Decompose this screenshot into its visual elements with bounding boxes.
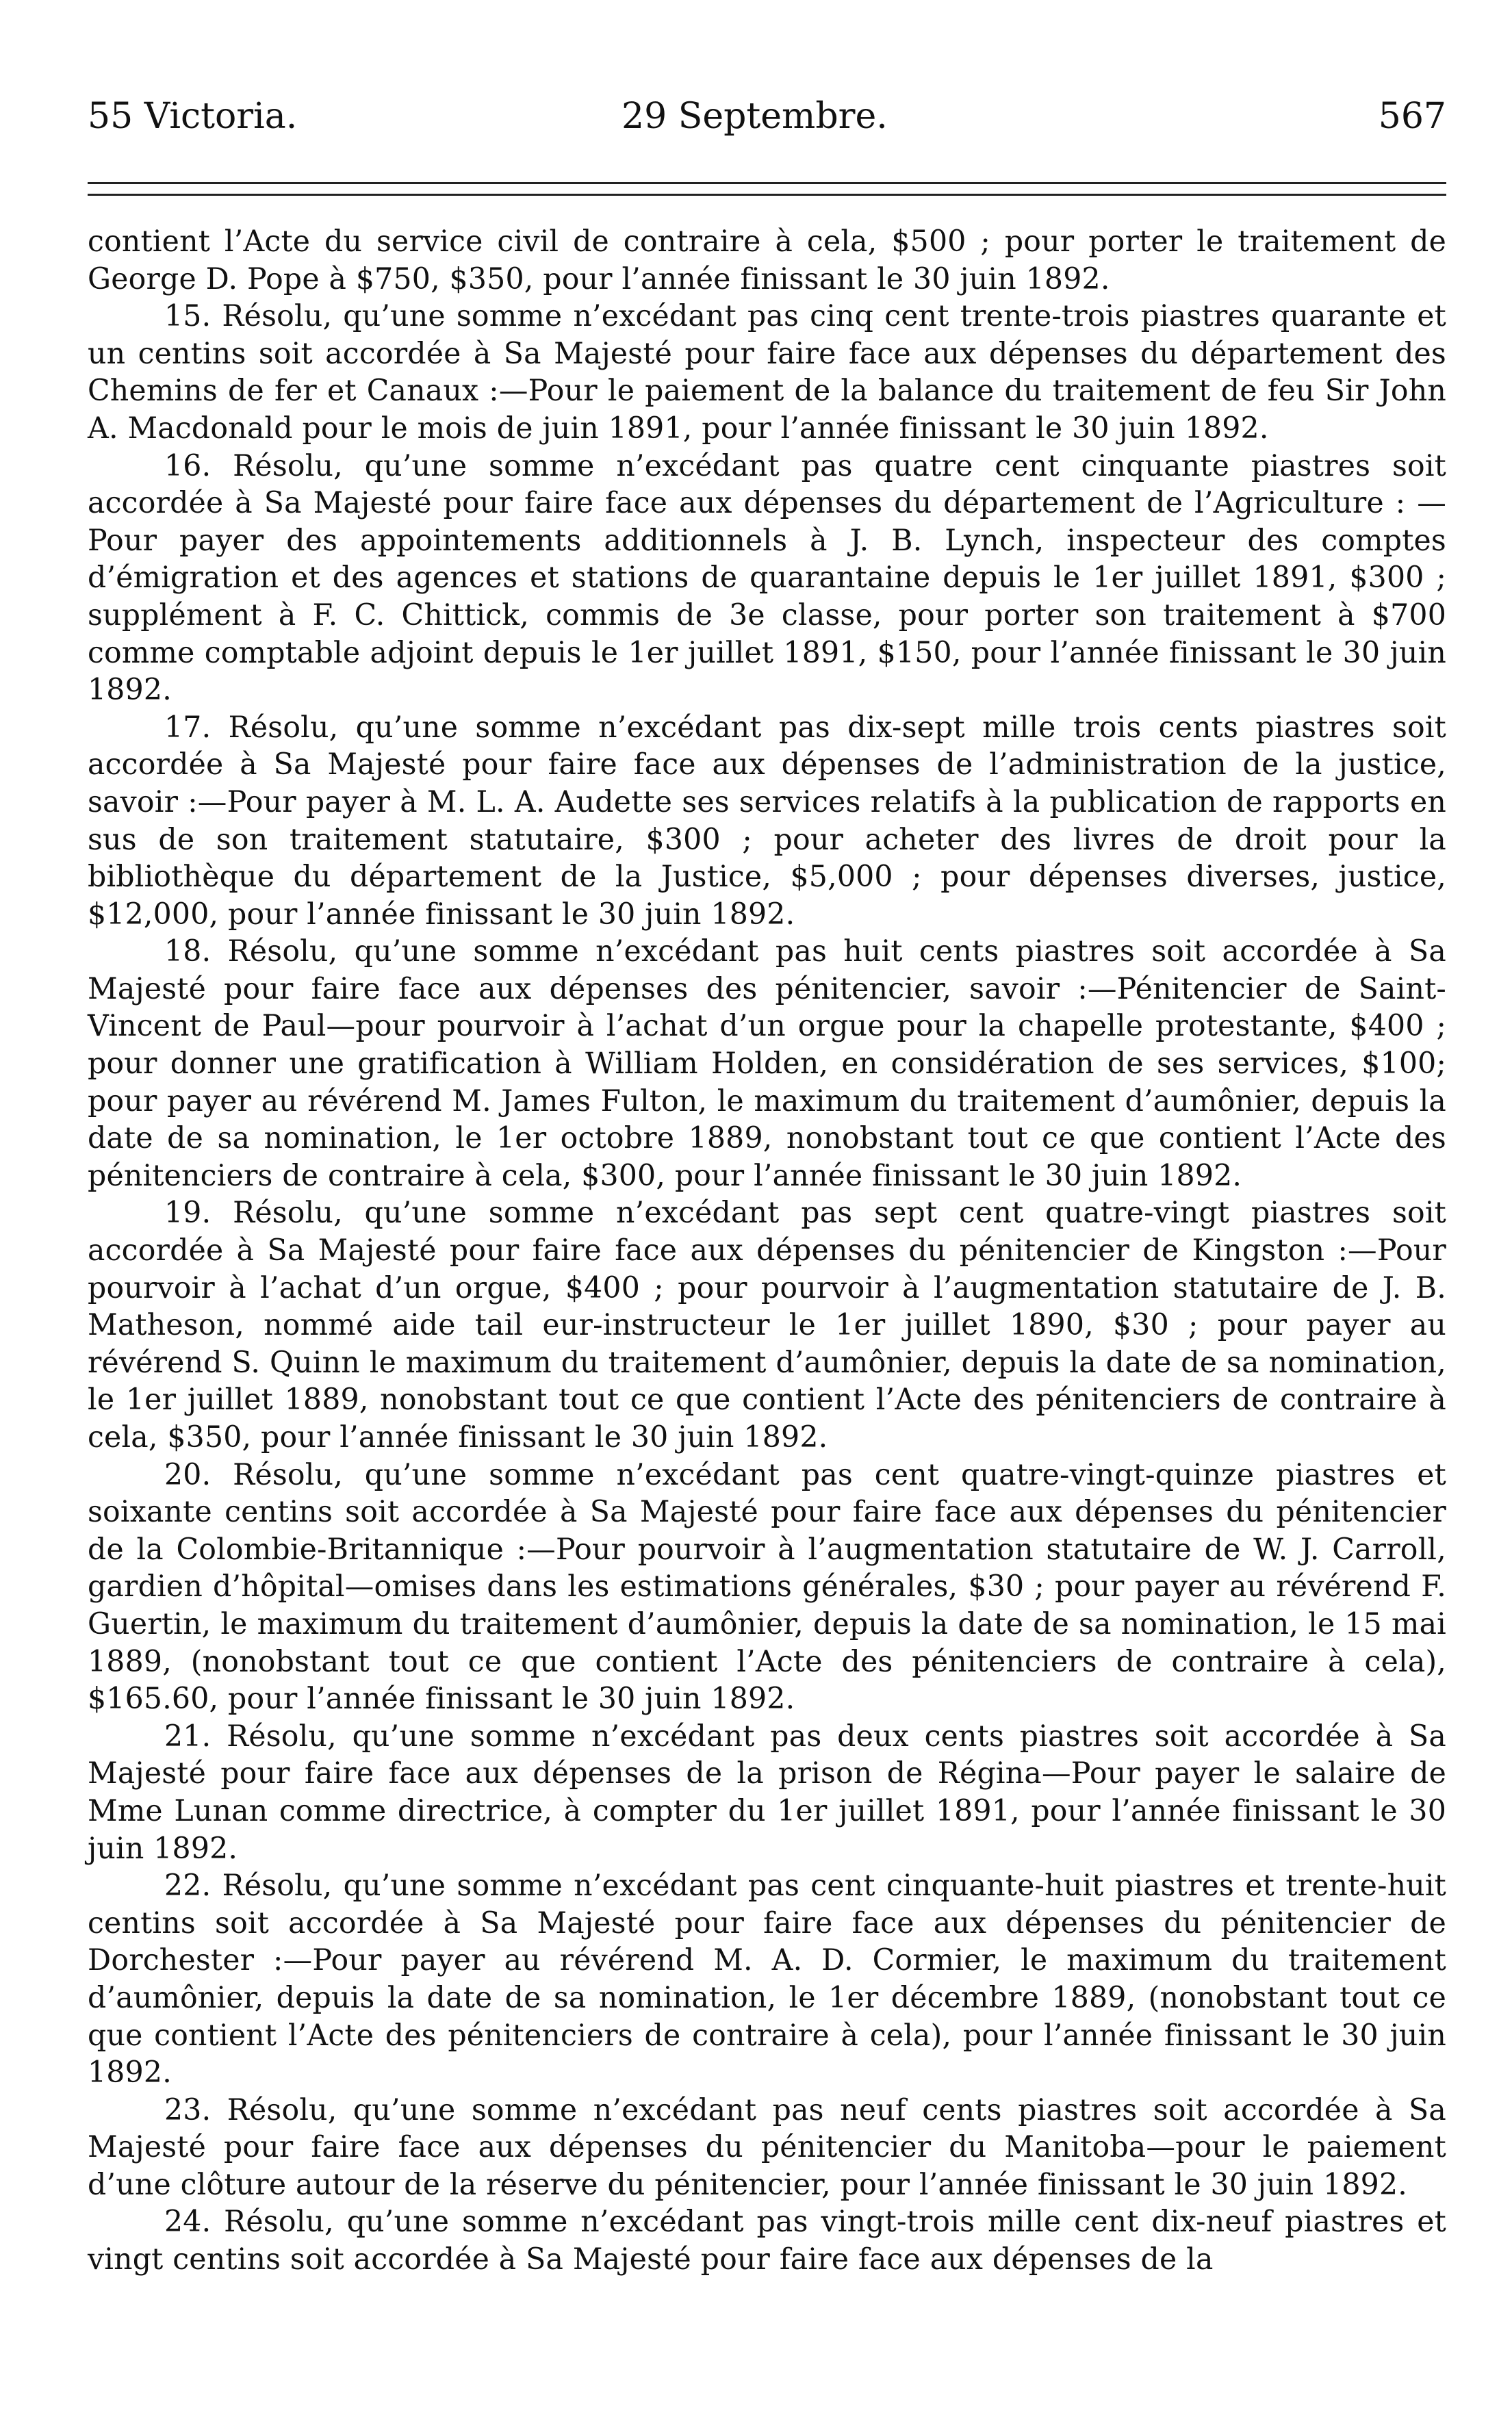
resolution-19: 19. Résolu, qu’une somme n’excédant pas sept cent quatre-vingt piastres soit accordée à Sa Majesté pour faire face aux dépenses du pénitencier de Kingston :—Pour pourvoir à l’achat d’un orgue, $400 ; pour pourvoir à l’augmentation statutaire de J. B. Matheson, nommé aide tail eur-instructeur le 1er juillet 1890, $30 ; pour payer au révérend S. Quinn le maximum du traitement d’aumônier, depuis la date de sa nomination, le 1er juillet 1889, nonobstant tout ce que contient l’Acte des pénitenciers de contraire à cela, $350, pour l’année finissant le 30 juin 1892. — [88, 1196, 1446, 1455]
resolution-18: 18. Résolu, qu’une somme n’excédant pas huit cents piastres soit accordée à Sa Majesté pour faire face aux dépenses des pénitencier, savoir :—Pénitencier de Saint-Vincent de Paul—pour pourvoir à l’achat d’un orgue pour la chapelle protestante, $400 ; pour donner une gratification à William Holden, en considération de ses services, $100; pour payer au révérend M. James Fulton, le maximum du traitement d’aumônier, depuis la date de sa nomination, le 1er octobre 1889, nonobstant tout ce que contient l’Acte des pénitenciers de contraire à cela, $300, pour l’année finissant le 30 juin 1892. — [88, 934, 1446, 1193]
resolution-21: 21. Résolu, qu’une somme n’excédant pas deux cents piastres soit accordée à Sa Majesté pour faire face aux dépenses de la prison de Régina—Pour payer le salaire de Mme Lunan comme directrice, à compter du 1er juillet 1891, pour l’année finissant le 30 juin 1892. — [88, 1719, 1446, 1866]
paragraph-continuation: contient l’Acte du service civil de contraire à cela, $500 ; pour porter le traitement de George D. Pope à $750, $350, pour l’année finissant le 30 juin 1892. — [88, 225, 1446, 296]
resolution-15: 15. Résolu, qu’une somme n’excédant pas cinq cent trente-trois piastres quarante et un centins soit accordée à Sa Majesté pour faire face aux dépenses du département des Chemins de fer et Canaux :—Pour le paiement de la balance du traitement de feu Sir John A. Macdonald pour le mois de juin 1891, pour l’année finissant le 30 juin 1892. — [88, 299, 1446, 446]
resolution-23: 23. Résolu, qu’une somme n’excédant pas neuf cents piastres soit accordée à Sa Majesté pour faire face aux dépenses du pénitencier du Manitoba—pour le paiement d’une clôture autour de la réserve du pénitencier, pour l’année finissant le 30 juin 1892. — [88, 2092, 1446, 2202]
resolution-16: 16. Résolu, qu’une somme n’excédant pas quatre cent cinquante piastres soit accordée à Sa Majesté pour faire face aux dépenses du département de l’Agriculture : —Pour payer des appointements additionnels à J. B. Lynch, inspecteur des comptes d’émigration et des agences et stations de quarantaine depuis le 1er juillet 1891, $300 ; supplément à F. C. Chittick, commis de 3e classe, pour porter son traitement à $700 comme comptable adjoint depuis le 1er juillet 1891, $150, pour l’année finissant le 30 juin 1892. — [88, 448, 1446, 708]
resolution-20: 20. Résolu, qu’une somme n’excédant pas cent quatre-vingt-quinze piastres et soixante centins soit accordée à Sa Majesté pour faire face aux dépenses du pénitencier de la Colombie-Britannique :—Pour pourvoir à l’augmentation statutaire de W. J. Carroll, gardien d’hôpital—omises dans les estimations générales, $30 ; pour payer au révérend F. Guertin, le maximum du traitement d’aumônier, depuis la date de sa nomination, le 15 mai 1889, (nonobstant tout ce que contient l’Acte des pénitenciers de contraire à cela), $165.60, pour l’année finissant le 30 juin 1892. — [88, 1457, 1446, 1717]
session-label: 55 Victoria. — [88, 96, 298, 137]
page — [88, 89, 1446, 2279]
resolution-17: 17. Résolu, qu’une somme n’excédant pas dix-sept mille trois cents piastres soit accordée à Sa Majesté pour faire face aux dépenses de l’administration de la justice, savoir :—Pour payer à M. L. A. Audette ses services relatifs à la publication de rapports en sus de son traitement statutaire, $300 ; pour acheter des livres de droit pour la bibliothèque du département de la Justice, $5,000 ; pour dépenses diverses, justice, $12,000, pour l’année finissant le 30 juin 1892. — [88, 710, 1446, 932]
resolution-22: 22. Résolu, qu’une somme n’excédant pas cent cinquante-huit piastres et trente-huit centins soit accordée à Sa Majesté pour faire face aux dépenses du pénitencier de Dorchester :—Pour payer au révérend M. A. D. Cormier, le maximum du traitement d’aumônier, depuis la date de sa nomination, le 1er décembre 1889, (nonobstant tout ce que contient l’Acte des pénitenciers de contraire à cela), pour l’année finissant le 30 juin 1892. — [88, 1869, 1446, 2090]
header-double-rule — [88, 182, 1446, 196]
body-text — [88, 223, 1446, 2279]
date-label: 29 Septembre. — [622, 96, 888, 137]
page-number: 567 — [1378, 96, 1446, 137]
resolution-24: 24. Résolu, qu’une somme n’excédant pas vingt-trois mille cent dix-neuf piastres et vingt centins soit accordée à Sa Majesté pour faire face aux dépenses de la — [88, 2205, 1446, 2277]
running-head — [88, 89, 1446, 144]
